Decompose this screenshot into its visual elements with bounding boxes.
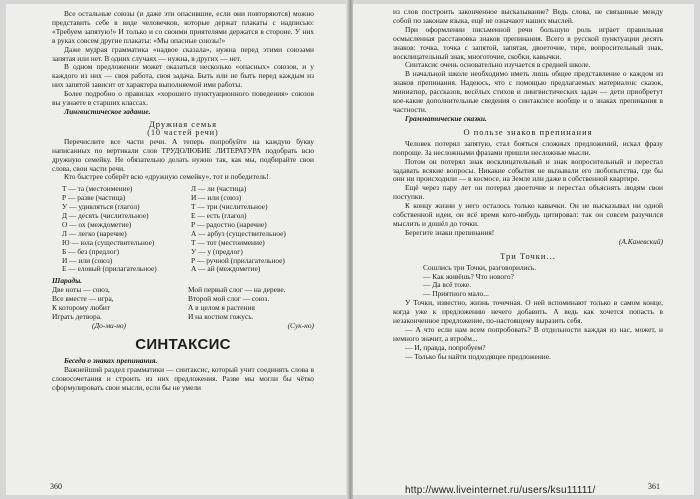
paragraph: Перечислите все части речи. А теперь попробуйте на каждую букву написанных по вертикали слов ТРУДОЛЮБИЕ ЛИТЕРАТУРА подобрать всю дружную семейку. Не обязательно делать нужно так, как мы, подбирайте свои слова, свои части речи. <box>52 136 314 173</box>
list-item: А — ай (междометие) <box>191 264 261 274</box>
list-item: Е — еловый (прилагательное) <box>62 264 157 274</box>
riddle-line: Второй мой слог — союз. <box>188 294 270 304</box>
left-page <box>6 4 348 495</box>
paragraph: — Только бы найти подходящее предложение. <box>405 351 551 361</box>
paragraph: Важнейший раздел грамматики — синтаксис, который учит соединять слова в словосочетания и строить из них предложения. Разве мы могли бы чётко сформулировать свои мысли, если бы не умели <box>52 364 314 392</box>
conversation-heading: Беседа о знаках препинания. <box>64 355 158 365</box>
riddle-2 <box>188 286 314 331</box>
riddles <box>52 286 314 331</box>
left-page-text <box>52 10 314 392</box>
paragraph: К концу жизни у него осталось только кавычки. Он не высказывал ни одной собственной идеи, он всё время кого-нибудь цитировал: так он совсем разучился мыслить и дошёл до точки. <box>393 201 663 228</box>
riddle-answer: (Сук-но) <box>287 320 314 330</box>
tale-title: Три Точки... <box>500 250 556 261</box>
paragraph: — А что если нам всем попробовать? В отдельности каждая из нас, может, и немного значит, а втроём... <box>393 325 663 343</box>
list-item: И — или (союз) <box>191 193 242 203</box>
tale-dialogue <box>423 264 663 300</box>
paragraph: Человек потерял запятую, стал бояться сложных предложений, искал фразу попроще. За несложными фразами пришли несложные мысли. <box>393 138 663 157</box>
dialogue-line: — Приятного мало... <box>423 289 489 299</box>
riddles-heading: Шарады. <box>52 276 83 286</box>
paragraph: В одном предложении может оказаться несколько «опасных» союзов, и у каждого из них — своя работа, своя задача. Быть или не быть перед каждым из них запятой зависит от характера выполняемой ими работы. <box>52 62 314 90</box>
list-item: А — арбуз (существительное) <box>191 228 286 238</box>
list-item: У — удивляться (глагол) <box>62 202 140 212</box>
paragraph: Потом он потерял знак восклицательный и знак вопросительный и перестал задавать всякие вопросы. Никакие события не вызывали его любопытства, где бы они ни происходили — в космосе, на Земле или даже в собственной квартире. <box>393 156 663 184</box>
list-item: Б — без (предлог) <box>62 246 120 256</box>
list-item: Т — тот (местоимение) <box>191 237 265 247</box>
family-title: Дружная семья <box>148 118 218 129</box>
riddle-line: К которому любит <box>52 303 111 313</box>
riddle-line: Все вместе — игра, <box>52 294 114 304</box>
list-item: Л — легко (наречие) <box>62 228 127 238</box>
tales-heading: Грамматические сказки. <box>405 113 487 123</box>
list-item: Л — ли (частица) <box>191 184 247 194</box>
riddle-answer: (До-ми-но) <box>92 320 127 330</box>
dialogue-line: — Как живёшь? Что нового? <box>423 271 514 281</box>
paragraph: Синтаксис очень основательно изучается в средней школе. <box>405 60 591 70</box>
dialogue-line: — Да всё тоже. <box>423 280 472 290</box>
list-item: И — или (союз) <box>62 255 113 265</box>
list-item: О — ох (междометие) <box>62 219 132 229</box>
paragraph: Кто быстрее соберёт всю «дружную семейку», тот и победитель! <box>64 172 269 182</box>
paragraph: У Точки, известно, жизнь точечная. О ней вспоминают только в самом конце, когда уже к предложению нечего добавить. А ведь как хочется попасть в незаконченное предложение, по-настоящему выразить себя. <box>393 298 663 326</box>
riddle-1 <box>52 286 178 331</box>
paragraph: Даже мудрая грамматика «надвое сказала», нужна перед этими союзами запятая или нет. В одних случаях — нужна, в других — нет. <box>52 44 314 63</box>
list-item: Д — десять (числительное) <box>62 211 149 221</box>
dialogue-line: Сошлись три Точки, разговорились. <box>423 262 537 272</box>
word-list-left <box>62 185 185 274</box>
list-item: Р — радостно (наречие) <box>191 219 267 229</box>
list-item: Т — три (числительное) <box>191 202 268 212</box>
list-item: У — у (предлог) <box>191 246 243 256</box>
right-page-text <box>393 8 663 362</box>
author: (А.Каневский) <box>618 236 663 246</box>
riddle-line: И на костюм гожусь. <box>188 312 254 321</box>
story-title: О пользе знаков препинания <box>463 126 593 137</box>
riddle-line: А в целом я растения <box>188 303 255 313</box>
paragraph: Более подробно о правилах «хорошего пунктуационного поведения» союзов вы узнаете в старших классах. <box>52 89 314 108</box>
paragraph: — И, правда, попробуем? <box>405 342 486 352</box>
right-page <box>353 4 694 495</box>
riddle-line: Две ноты — союз, <box>52 285 110 295</box>
paragraph: из слов построить законченное высказывание? Ведь слова, не связанные между собой по законам языка, ещё не означают наших мыслей. <box>393 7 663 25</box>
riddle-line: Мой первый слог — на дереве. <box>188 285 286 295</box>
page-number: 361 <box>648 482 660 491</box>
paragraph: При оформлении письменной речи большую роль играет правильная осмысленная расстановка знаков препинания. Всего в русской пунктуации десять знаков: точка, точка с запятой, запятая, двоеточие, тире, вопросительный знак, восклицательный знак, многоточие, скобки, кавычки. <box>393 24 663 61</box>
section-title: СИНТАКСИС <box>135 335 231 353</box>
riddle-line: Играть детвора. <box>52 312 102 321</box>
task-heading: Лингвистическое задание. <box>64 106 151 116</box>
list-item: Ю — юла (существительное) <box>62 237 155 247</box>
paragraph: В начальной школе необходимо иметь лишь общее представление о каждом из знаков препинания. Надеюсь, что с помощью предлагаемых материалов: сказок, миниатюр, рассказов, весёлых стихов и лингвистических задач — дети приобретут кое-какие дополнительные сведения о синтаксисе вообще и о знаках препинания в частности. <box>393 69 663 114</box>
word-list-right <box>191 185 314 274</box>
watermark-url: http://www.liveinternet.ru/users/ksu11111/ <box>405 485 596 496</box>
paragraph: Ещё через пару лет он потерял двоеточие и перестал объяснять людям свои поступки. <box>393 183 663 202</box>
paragraph: Берегите знаки препинания! <box>405 227 495 237</box>
word-list <box>62 185 314 274</box>
list-item: Р — ручной (прилагательное) <box>191 255 285 265</box>
list-item: Р — разве (частица) <box>62 193 126 203</box>
list-item: Т — та (местоимение) <box>62 184 133 194</box>
family-subtitle: (10 частей речи) <box>147 127 219 137</box>
paragraph: Все остальные союзы (и даже эти опасившие, если они повторяются) можно представить себе в виде человечков, которые держат плакаты с надписью: «Требуем запятую!» И только и со своими приятелями держатся в стороне. У них в руках совсем другие плакаты: «Мы опасные союзы!» <box>52 9 314 45</box>
page-number: 360 <box>50 482 62 491</box>
list-item: Е — есть (глагол) <box>191 211 247 221</box>
